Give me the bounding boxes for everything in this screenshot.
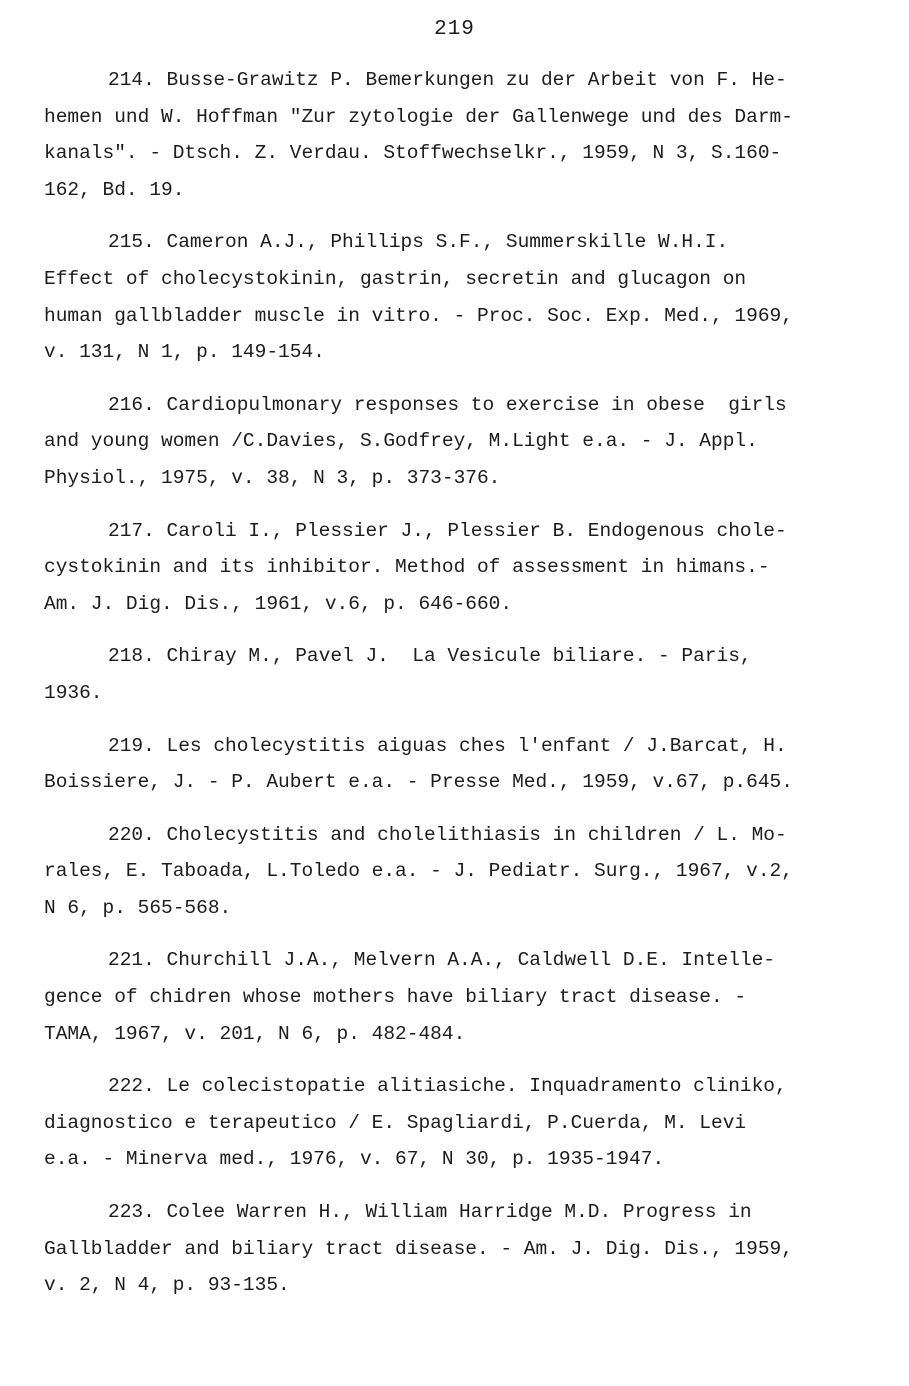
reference-line: 162, Bd. 19. [44,178,185,201]
reference-entry [44,513,870,623]
reference-line: Boissiere, J. - P. Aubert e.a. - Presse Med., 1959, v.67, p.645. [44,771,793,794]
reference-entry [44,387,870,497]
reference-line: v. 2, N 4, p. 93-135. [44,1274,290,1297]
reference-line: 222. Le colecistopatie alitiasiche. Inquadramento cliniko, [108,1075,787,1098]
reference-entry [44,1068,870,1178]
reference-line: Effect of cholecystokinin, gastrin, secretin and glucagon on [44,267,747,290]
reference-line: kanals". - Dtsch. Z. Verdau. Stoffwechselkr., 1959, N 3, S.160- [44,142,782,165]
reference-line: v. 131, N 1, p. 149-154. [44,341,325,364]
reference-entry [44,62,870,208]
reference-entry [44,638,870,711]
reference-line: 214. Busse-Grawitz P. Bemerkungen zu der Arbeit von F. He- [108,69,787,91]
reference-line: cystokinin and its inhibitor. Method of assessment in himans.- [44,556,770,579]
reference-line: 219. Les cholecystitis aiguas ches l'enfant / J.Barcat, H. [108,734,787,757]
reference-line: 217. Caroli I., Plessier J., Plessier B. Endogenous chole- [108,519,787,542]
reference-line: N 6, p. 565-568. [44,896,232,919]
reference-line: gence of chidren whose mothers have biliary tract disease. - [44,986,747,1009]
reference-entry [44,817,870,927]
reference-line: 1936. [44,681,103,704]
reference-line: diagnostico e terapeutico / E. Spagliardi, P.Cuerda, M. Levi [44,1111,747,1134]
reference-entry [44,942,870,1052]
reference-line: 215. Cameron A.J., Phillips S.F., Summerskille W.H.I. [108,231,729,254]
reference-line: e.a. - Minerva med., 1976, v. 67, N 30, p. 1935-1947. [44,1148,665,1171]
reference-line: 218. Chiray M., Pavel J. La Vesicule biliare. - Paris, [108,645,752,668]
reference-line: Am. J. Dig. Dis., 1961, v.6, p. 646-660. [44,592,513,615]
reference-line: hemen und W. Hoffman "Zur zytologie der Gallenwege und des Darm- [44,105,793,128]
reference-line: 216. Cardiopulmonary responses to exercise in obese girls [108,393,787,416]
reference-line: TAMA, 1967, v. 201, N 6, p. 482-484. [44,1022,466,1045]
reference-entry [44,1194,870,1304]
reference-line: Gallbladder and biliary tract disease. - Am. J. Dig. Dis., 1959, [44,1237,793,1260]
reference-line: and young women /C.Davies, S.Godfrey, M.Light e.a. - J. Appl. [44,430,758,453]
reference-line: 220. Cholecystitis and cholelithiasis in children / L. Mo- [108,823,787,846]
reference-entry [44,728,870,801]
reference-entry [44,224,870,370]
reference-line: 223. Colee Warren H., William Harridge M.D. Progress in [108,1201,752,1224]
reference-line: human gallbladder muscle in vitro. - Proc. Soc. Exp. Med., 1969, [44,304,793,327]
reference-line: rales, E. Taboada, L.Toledo e.a. - J. Pediatr. Surg., 1967, v.2, [44,860,793,883]
reference-line: Physiol., 1975, v. 38, N 3, p. 373-376. [44,466,501,489]
reference-line: 221. Churchill J.A., Melvern A.A., Caldwell D.E. Intelle- [108,949,776,972]
page-number: 219 [434,18,475,41]
reference-list [44,62,870,1320]
